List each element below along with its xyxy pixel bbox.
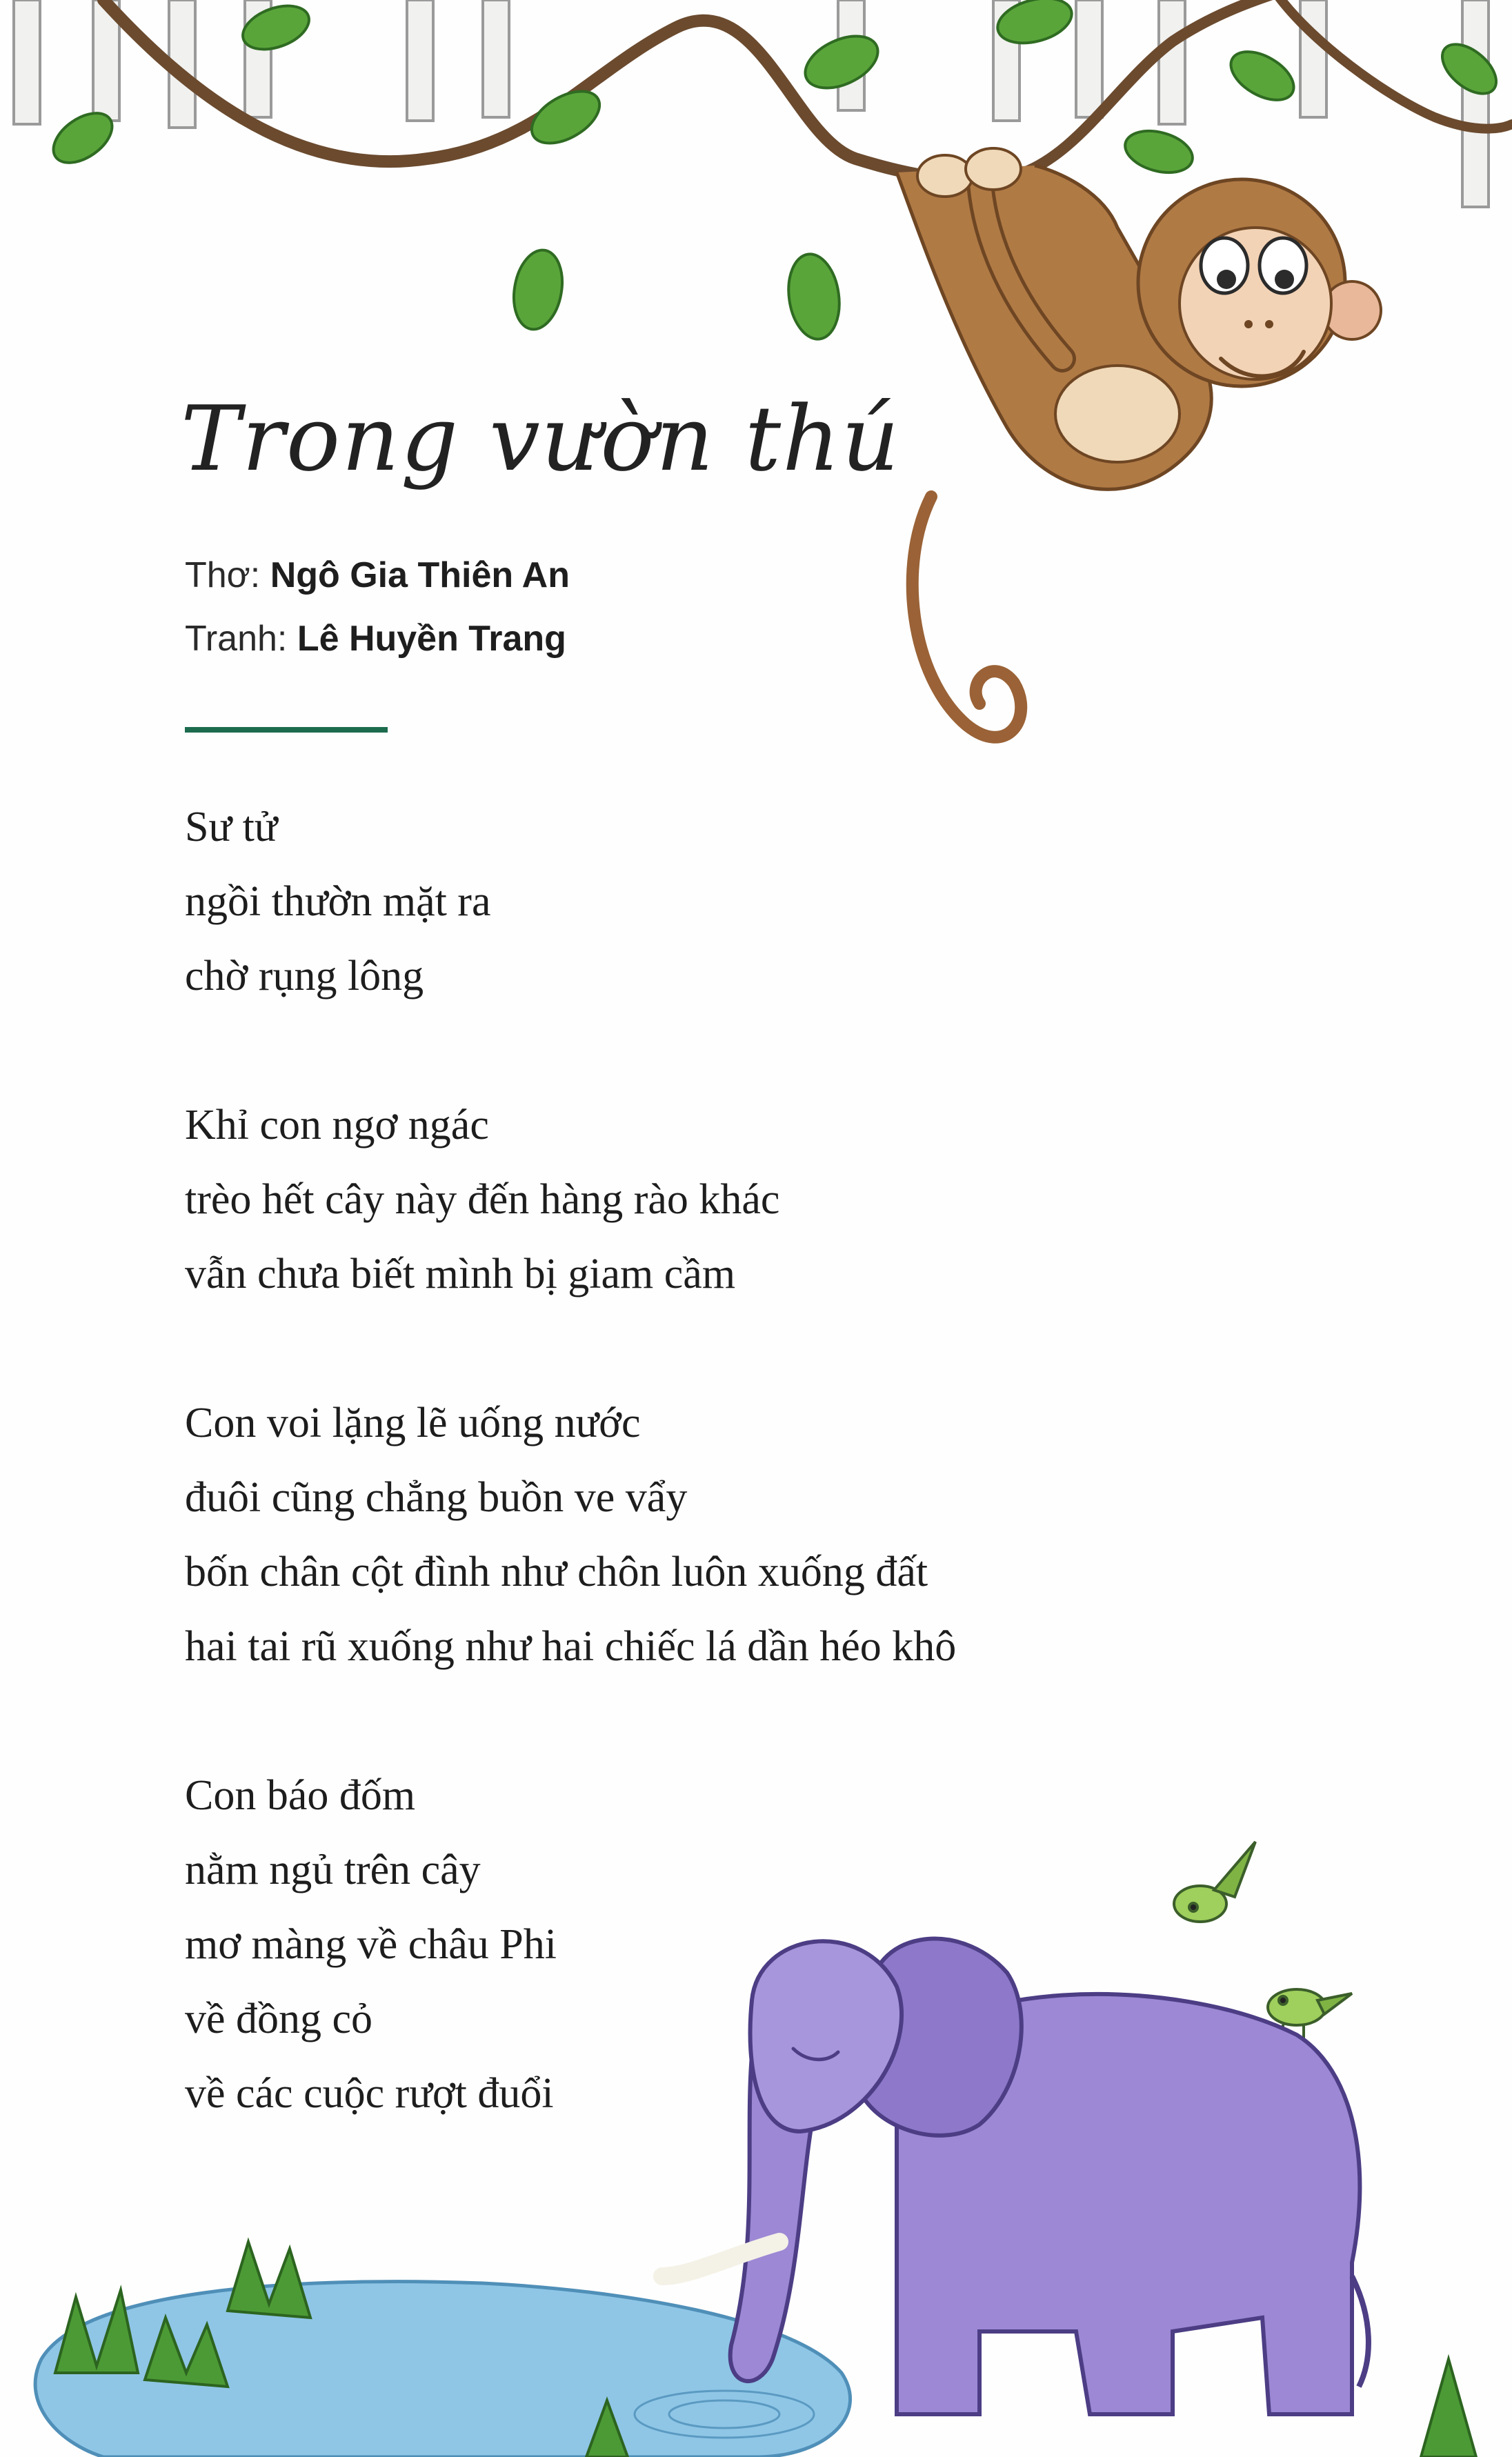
poem-line: nằm ngủ trên cây (185, 1847, 481, 1893)
poem-line: vẫn chưa biết mình bị giam cầm (185, 1251, 736, 1297)
stanza-1 (185, 790, 956, 1013)
stanza-4 (185, 1758, 956, 2131)
poem-line: đuôi cũng chẳng buồn ve vẩy (185, 1474, 688, 1521)
poem-line: ngồi thườn mặt ra (185, 878, 491, 925)
poem-line: hai tai rũ xuống như hai chiếc lá dần héo khô (185, 1623, 957, 1670)
stanza-3 (185, 1386, 956, 1684)
artist-credit (185, 607, 570, 670)
poem-title: Trong vườn thú (181, 386, 901, 491)
poem-line: trèo hết cây này đến hàng rào khác (185, 1176, 780, 1223)
poem-line: về các cuộc rượt đuổi (185, 2070, 554, 2117)
poem-line: bốn chân cột đình như chôn luôn xuống đất (185, 1549, 928, 1595)
poem-line: về đồng cỏ (185, 1996, 373, 2042)
poet-name: Ngô Gia Thiên An (270, 555, 570, 595)
poem-line: Khỉ con ngơ ngác (185, 1102, 489, 1148)
poet-label: Thơ: (185, 555, 261, 595)
poem-line: mơ màng về châu Phi (185, 1921, 557, 1968)
poet-credit (185, 544, 570, 607)
poem-line: Con voi lặng lẽ uống nước (185, 1400, 641, 1446)
divider-rule (185, 727, 388, 733)
stanza-2 (185, 1088, 956, 1311)
fence (14, 0, 1489, 207)
artist-name: Lê Huyền Trang (297, 619, 566, 659)
monkey-illustration (897, 148, 1381, 737)
artist-label: Tranh: (185, 619, 288, 659)
poem-line: Sư tử (185, 804, 278, 850)
poem-line: Con báo đốm (185, 1772, 416, 1819)
poem-body (185, 790, 956, 2205)
poem-line: chờ rụng lông (185, 953, 424, 999)
credits (185, 544, 570, 670)
